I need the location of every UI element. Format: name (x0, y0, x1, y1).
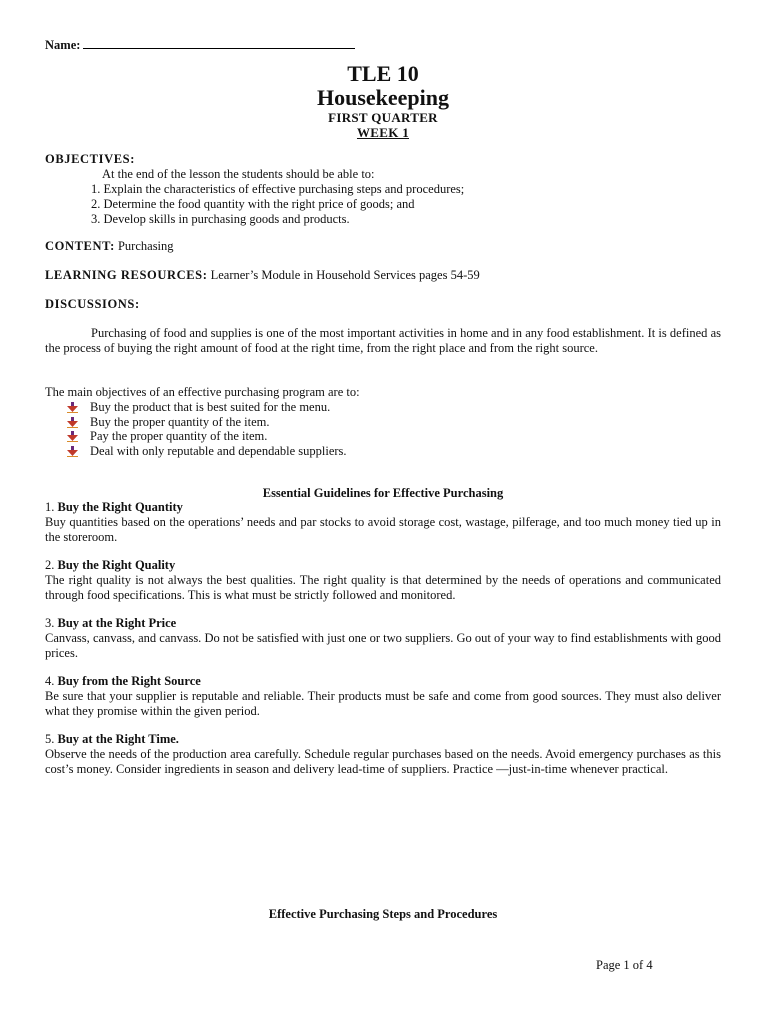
guideline-text: Buy quantities based on the operations’ needs and par stocks to avoid storage cost, wastage, pilferage, and too much money tied up in the storeroom. (45, 515, 721, 544)
resources-section (45, 268, 721, 283)
arrow-down-bullet-icon (67, 402, 78, 413)
bullet-item (67, 415, 721, 430)
bullet-item (67, 429, 721, 444)
name-blank[interactable] (83, 38, 355, 49)
page-number: Page 1 of 4 (596, 958, 653, 972)
arrow-down-bullet-icon (67, 446, 78, 457)
steps-title: Effective Purchasing Steps and Procedures (268, 907, 498, 921)
bullet-text: Pay the proper quantity of the item. (90, 429, 268, 443)
guideline-number: 4. (45, 674, 55, 688)
guideline-text: Be sure that your supplier is reputable and reliable. Their products must be safe and come from good sources. They must also deliver what they promise within the given period. (45, 689, 721, 718)
guideline-heading: Buy at the Right Price (57, 616, 177, 630)
program-bullets (45, 400, 721, 458)
content-section (45, 239, 721, 254)
guideline-text: Canvass, canvass, and canvass. Do not be satisfied with just one or two suppliers. Go out of your way to find establishments with good prices. (45, 631, 721, 660)
objective-item: 1. Explain the characteristics of effective purchasing steps and procedures; (91, 182, 465, 196)
objectives-program-block (45, 385, 721, 458)
name-label: Name: (45, 38, 81, 52)
week-label: WEEK 1 (356, 125, 409, 140)
guideline-2 (45, 558, 721, 603)
bullet-text: Deal with only reputable and dependable suppliers. (90, 443, 347, 458)
title-block (45, 62, 721, 140)
discussions-label: DISCUSSIONS: (45, 297, 140, 311)
quarter-label: FIRST QUARTER (328, 110, 438, 125)
objectives-label: OBJECTIVES: (45, 152, 135, 166)
guideline-number: 3. (45, 616, 55, 630)
guideline-number: 5. (45, 732, 55, 746)
bullet-item (67, 400, 721, 415)
arrow-down-bullet-icon (67, 417, 78, 428)
guideline-3 (45, 616, 721, 661)
guideline-text: The right quality is not always the best qualities. The right quality is that determined by the needs of operations and communicated through food specifications. This is what must be strictly followed and monitored. (45, 573, 721, 602)
discussion-paragraph-block (45, 326, 721, 356)
objective-item: 3. Develop skills in purchasing goods and products. (91, 212, 350, 226)
arrow-down-bullet-icon (67, 431, 78, 442)
objectives-intro: At the end of the lesson the students should be able to: (102, 167, 375, 181)
bullet-text: Buy the product that is best suited for the menu. (90, 400, 331, 414)
guideline-text: Observe the needs of the production area carefully. Schedule regular purchases based on the needs. Avoid emergency purchases as this cost’s money. Consider ingredients in season and delivery lead-time of suppliers. Practice ―just-in-time whenever practical. (45, 747, 721, 776)
objective-item: 2. Determine the food quantity with the right price of goods; and (91, 197, 415, 211)
guidelines-title: Essential Guidelines for Effective Purchasing (262, 486, 504, 500)
resources-label: LEARNING RESOURCES: (45, 268, 208, 282)
guideline-1 (45, 500, 721, 545)
guideline-heading: Buy from the Right Source (57, 674, 201, 688)
bullet-text: Buy the proper quantity of the item. (90, 414, 270, 429)
guideline-heading: Buy the Right Quality (57, 558, 176, 572)
content-value: Purchasing (117, 239, 174, 253)
name-line (45, 38, 355, 53)
bullet-item (67, 444, 721, 459)
objectives-list (45, 182, 721, 227)
discussion-paragraph: Purchasing of food and supplies is one of the most important activities in home and in any food establishment. It is defined as the process of buying the right amount of food at the right time, from the right place and from the right source. (45, 326, 721, 355)
resources-value: Learner’s Module in Household Services pages 54-59 (210, 268, 480, 282)
topic-title: Housekeeping (316, 85, 450, 110)
guideline-number: 1. (45, 500, 55, 514)
guideline-number: 2. (45, 558, 55, 572)
subject-title: TLE 10 (347, 61, 419, 86)
discussions-label-row (45, 297, 721, 312)
content-label: CONTENT: (45, 239, 115, 253)
program-intro: The main objectives of an effective purchasing program are to: (45, 385, 360, 399)
guideline-5 (45, 732, 721, 777)
guideline-4 (45, 674, 721, 719)
guideline-heading: Buy the Right Quantity (57, 500, 183, 514)
objectives-section (45, 152, 721, 227)
guideline-heading: Buy at the Right Time. (57, 732, 179, 746)
document-page (45, 0, 721, 1024)
